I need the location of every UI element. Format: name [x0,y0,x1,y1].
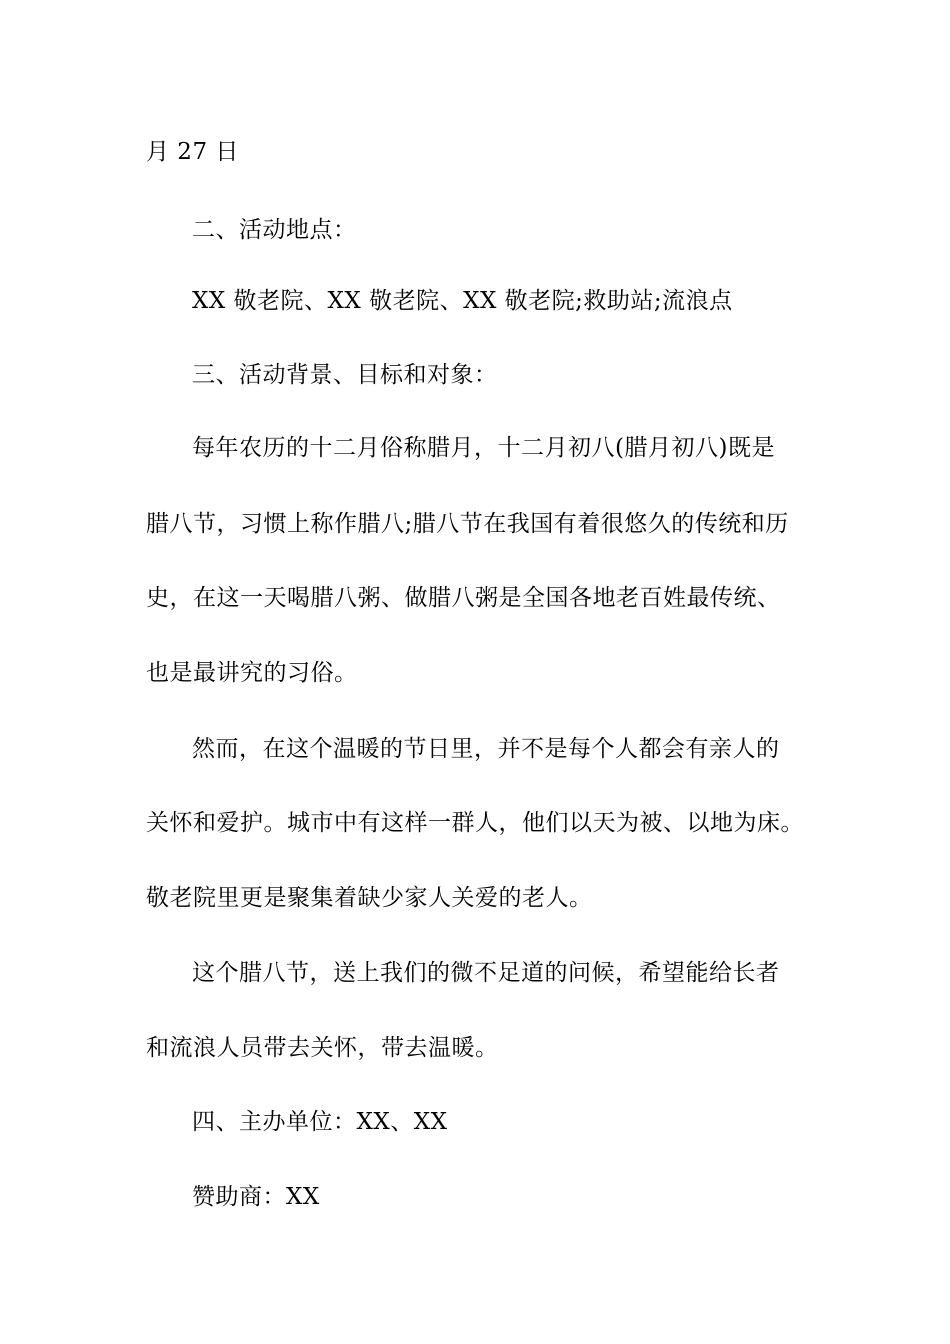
section-heading-organizer: 四、主办单位：XX、XX [192,1109,448,1135]
paragraph-line: 关怀和爱护。城市中有这样一群人，他们以天为被、以地为床。 [146,810,804,836]
paragraph-line: 这个腊八节，送上我们的微不足道的问候，希望能给长者 [192,960,780,986]
date-continuation: 月 27 日 [146,139,239,165]
paragraph-line: 史，在这一天喝腊八粥、做腊八粥是全国各地老百姓最传统、 [146,585,781,611]
paragraph-line: 也是最讲究的习俗。 [146,660,358,686]
location-list: XX 敬老院、XX 敬老院、XX 敬老院;救助站;流浪点 [192,288,733,314]
paragraph-line: 和流浪人员带去关怀，带去温暖。 [146,1035,499,1061]
sponsor-line: 赞助商：XX [192,1184,320,1210]
section-heading-location: 二、活动地点： [192,217,357,243]
section-heading-background: 三、活动背景、目标和对象： [192,362,498,388]
paragraph-line: 然而，在这个温暖的节日里，并不是每个人都会有亲人的 [192,736,780,762]
paragraph-line: 每年农历的十二月俗称腊月，十二月初八(腊月初八)既是 [192,435,775,461]
paragraph-line: 敬老院里更是聚集着缺少家人关爱的老人。 [146,885,593,911]
paragraph-line: 腊八节，习惯上称作腊八;腊八节在我国有着很悠久的传统和历 [146,511,789,537]
